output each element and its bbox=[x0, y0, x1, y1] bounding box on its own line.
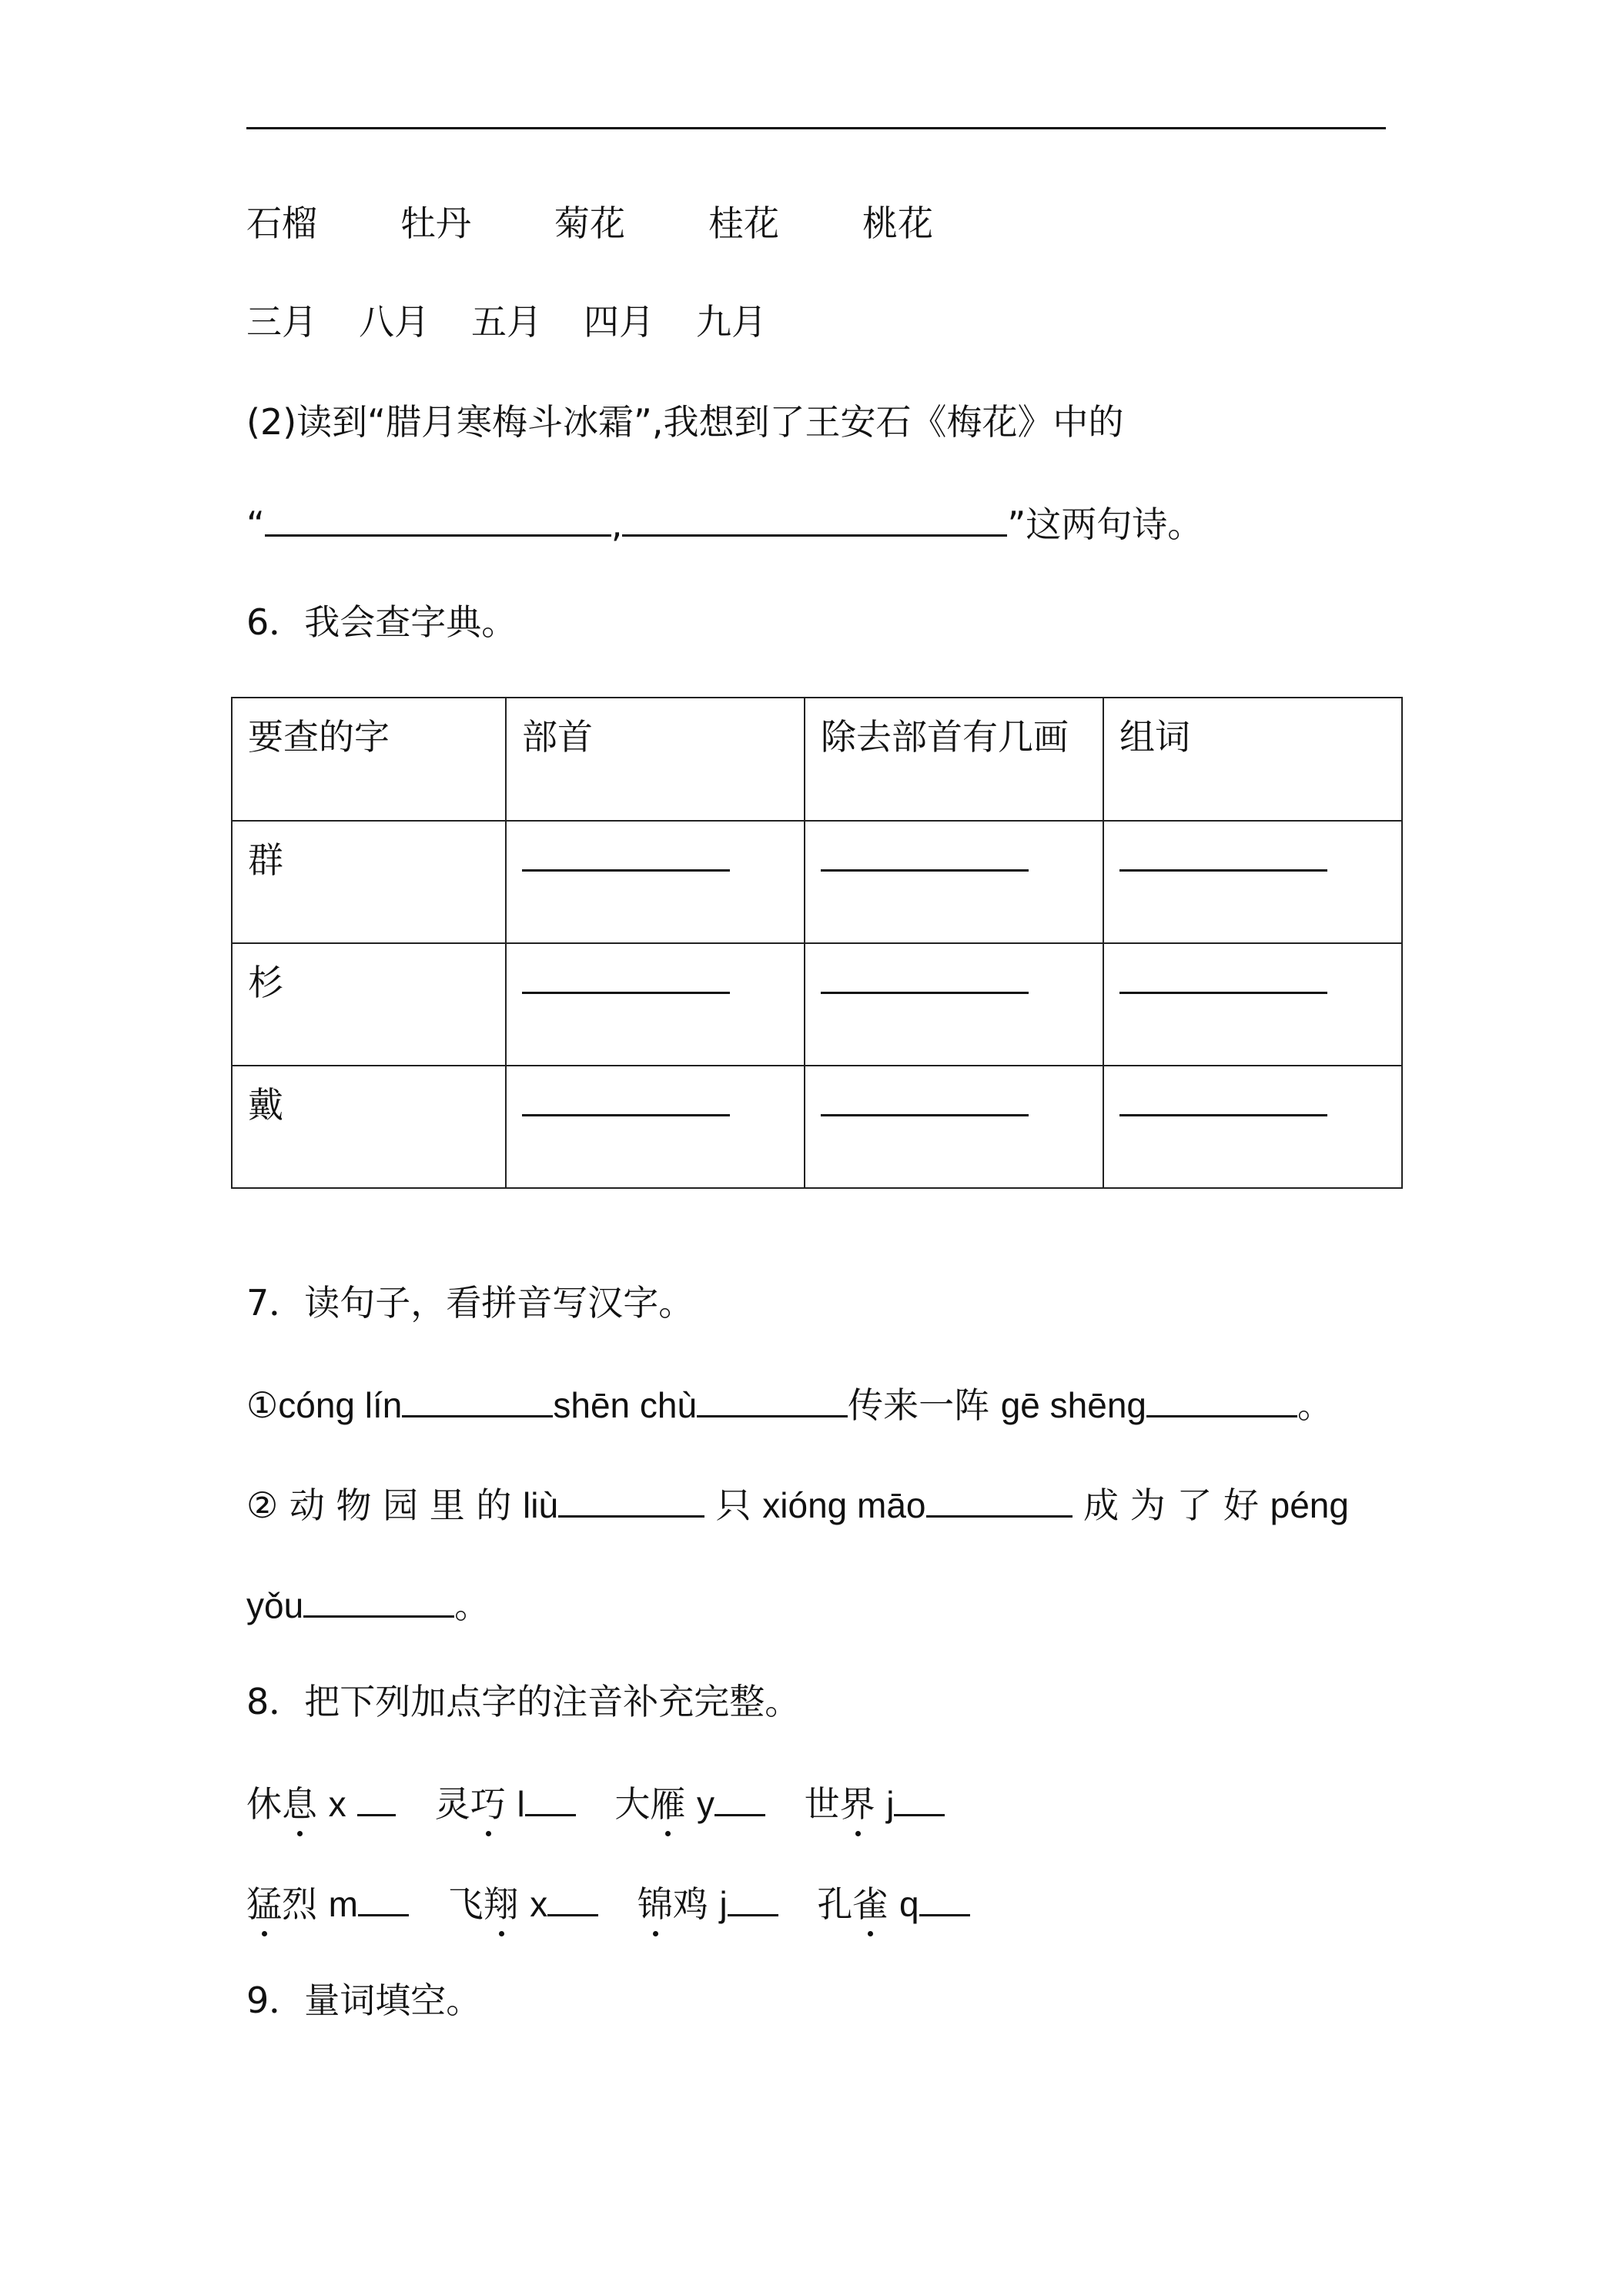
answer-blank[interactable] bbox=[1146, 1380, 1297, 1417]
header-char: 要查的字 bbox=[232, 698, 506, 821]
flower-word: 桂花 bbox=[708, 202, 779, 244]
radical-blank[interactable] bbox=[522, 976, 730, 994]
sentence-1 bbox=[246, 1380, 1333, 1428]
question-5-2-answer bbox=[246, 499, 1203, 547]
pinyin: xióng māo bbox=[762, 1485, 926, 1525]
month-word: 四月 bbox=[584, 301, 654, 343]
flower-word: 菊花 bbox=[554, 202, 625, 244]
phonetic-item: 休息 x bbox=[246, 1783, 396, 1825]
sentence-text: 传来一阵 bbox=[848, 1384, 990, 1426]
radical-cell bbox=[506, 1066, 805, 1188]
flower-word: 桃花 bbox=[862, 202, 933, 244]
answer-blank[interactable] bbox=[358, 1879, 409, 1916]
month-word: 三月 bbox=[246, 301, 317, 343]
table-row bbox=[232, 943, 1402, 1066]
answer-blank[interactable] bbox=[402, 1380, 553, 1417]
answer-line-top bbox=[246, 127, 1386, 129]
poem-line-2-blank[interactable] bbox=[622, 499, 1007, 537]
dictionary-table bbox=[231, 697, 1403, 1189]
phonetic-item: 灵巧 l bbox=[435, 1783, 576, 1825]
pinyin: yǒu bbox=[246, 1585, 304, 1625]
period: 。 bbox=[454, 1585, 490, 1626]
month-list bbox=[246, 299, 767, 345]
answer-blank[interactable] bbox=[697, 1380, 848, 1417]
row-char: 群 bbox=[232, 821, 506, 943]
answer-blank[interactable] bbox=[303, 1580, 454, 1618]
phonetic-item: 飞翔 x bbox=[448, 1883, 599, 1925]
question-8-title: 8．把下列加点字的注音补充完整。 bbox=[246, 1681, 801, 1722]
answer-blank[interactable] bbox=[525, 1779, 576, 1816]
sentence-text: 动 物 园 里 的 bbox=[289, 1484, 512, 1526]
word-cell bbox=[1103, 1066, 1402, 1188]
radical-blank[interactable] bbox=[522, 1099, 730, 1116]
answer-blank[interactable] bbox=[919, 1879, 970, 1916]
circle-number-1: ① bbox=[246, 1384, 279, 1426]
radical-cell bbox=[506, 821, 805, 943]
radical-blank[interactable] bbox=[522, 854, 730, 872]
phonetic-item: 猛烈 m bbox=[246, 1883, 409, 1925]
flower-word: 牡丹 bbox=[400, 202, 471, 244]
pinyin: liù bbox=[523, 1485, 559, 1525]
answer-blank[interactable] bbox=[728, 1879, 778, 1916]
strokes-cell bbox=[805, 943, 1103, 1066]
poem-line-1-blank[interactable] bbox=[265, 499, 611, 537]
header-radical: 部首 bbox=[506, 698, 805, 821]
radical-cell bbox=[506, 943, 805, 1066]
strokes-blank[interactable] bbox=[821, 976, 1029, 994]
word-blank[interactable] bbox=[1119, 854, 1327, 872]
header-word: 组词 bbox=[1103, 698, 1402, 821]
word-blank[interactable] bbox=[1119, 1099, 1327, 1116]
table-header-row bbox=[232, 698, 1402, 821]
question-9-title: 9．量词填空。 bbox=[246, 1980, 482, 2021]
answer-blank[interactable] bbox=[357, 1779, 396, 1816]
open-quote: “ bbox=[246, 504, 265, 545]
close-text: ”这两句诗。 bbox=[1007, 504, 1203, 545]
phonetic-item: 锦鸡 j bbox=[637, 1883, 778, 1925]
answer-blank[interactable] bbox=[714, 1779, 765, 1816]
month-word: 九月 bbox=[696, 301, 767, 343]
phonetic-row-2 bbox=[246, 1879, 970, 1927]
sentence-text: 只 bbox=[715, 1484, 751, 1526]
word-cell bbox=[1103, 943, 1402, 1066]
pinyin: cóng lín bbox=[278, 1385, 403, 1425]
pinyin: péng bbox=[1270, 1485, 1349, 1525]
word-blank[interactable] bbox=[1119, 976, 1327, 994]
question-7-title: 7．读句子，看拼音写汉字。 bbox=[246, 1282, 694, 1324]
circle-number-2: ② bbox=[246, 1484, 279, 1526]
month-word: 八月 bbox=[359, 301, 430, 343]
phonetic-item: 世界 j bbox=[805, 1783, 945, 1825]
row-char: 杉 bbox=[232, 943, 506, 1066]
row-char: 戴 bbox=[232, 1066, 506, 1188]
answer-blank[interactable] bbox=[894, 1779, 945, 1816]
sentence-2 bbox=[246, 1480, 1349, 1528]
strokes-blank[interactable] bbox=[821, 1099, 1029, 1116]
question-5-2-prompt: (2)读到“腊月寒梅斗冰霜”,我想到了王安石《梅花》中的 bbox=[246, 401, 1124, 443]
phonetic-item: 孔雀 q bbox=[817, 1883, 969, 1925]
table-row bbox=[232, 1066, 1402, 1188]
flower-word: 石榴 bbox=[246, 202, 317, 244]
answer-blank[interactable] bbox=[558, 1480, 704, 1518]
flower-list bbox=[246, 200, 933, 246]
header-strokes: 除去部首有几画 bbox=[805, 698, 1103, 821]
strokes-blank[interactable] bbox=[821, 854, 1029, 872]
table-row bbox=[232, 821, 1402, 943]
strokes-cell bbox=[805, 1066, 1103, 1188]
phonetic-row-1 bbox=[246, 1779, 945, 1827]
sentence-text: 成 为 了 好 bbox=[1083, 1484, 1260, 1526]
month-word: 五月 bbox=[471, 301, 542, 343]
pinyin: gē shēng bbox=[1000, 1385, 1146, 1425]
pinyin: shēn chù bbox=[553, 1385, 698, 1425]
strokes-cell bbox=[805, 821, 1103, 943]
word-cell bbox=[1103, 821, 1402, 943]
question-6-title: 6．我会查字典。 bbox=[246, 601, 517, 643]
comma: , bbox=[611, 504, 623, 545]
answer-blank[interactable] bbox=[547, 1879, 598, 1916]
sentence-2-cont bbox=[246, 1580, 490, 1628]
period: 。 bbox=[1297, 1384, 1333, 1426]
answer-blank[interactable] bbox=[926, 1480, 1073, 1518]
phonetic-item: 大雁 y bbox=[614, 1783, 765, 1825]
